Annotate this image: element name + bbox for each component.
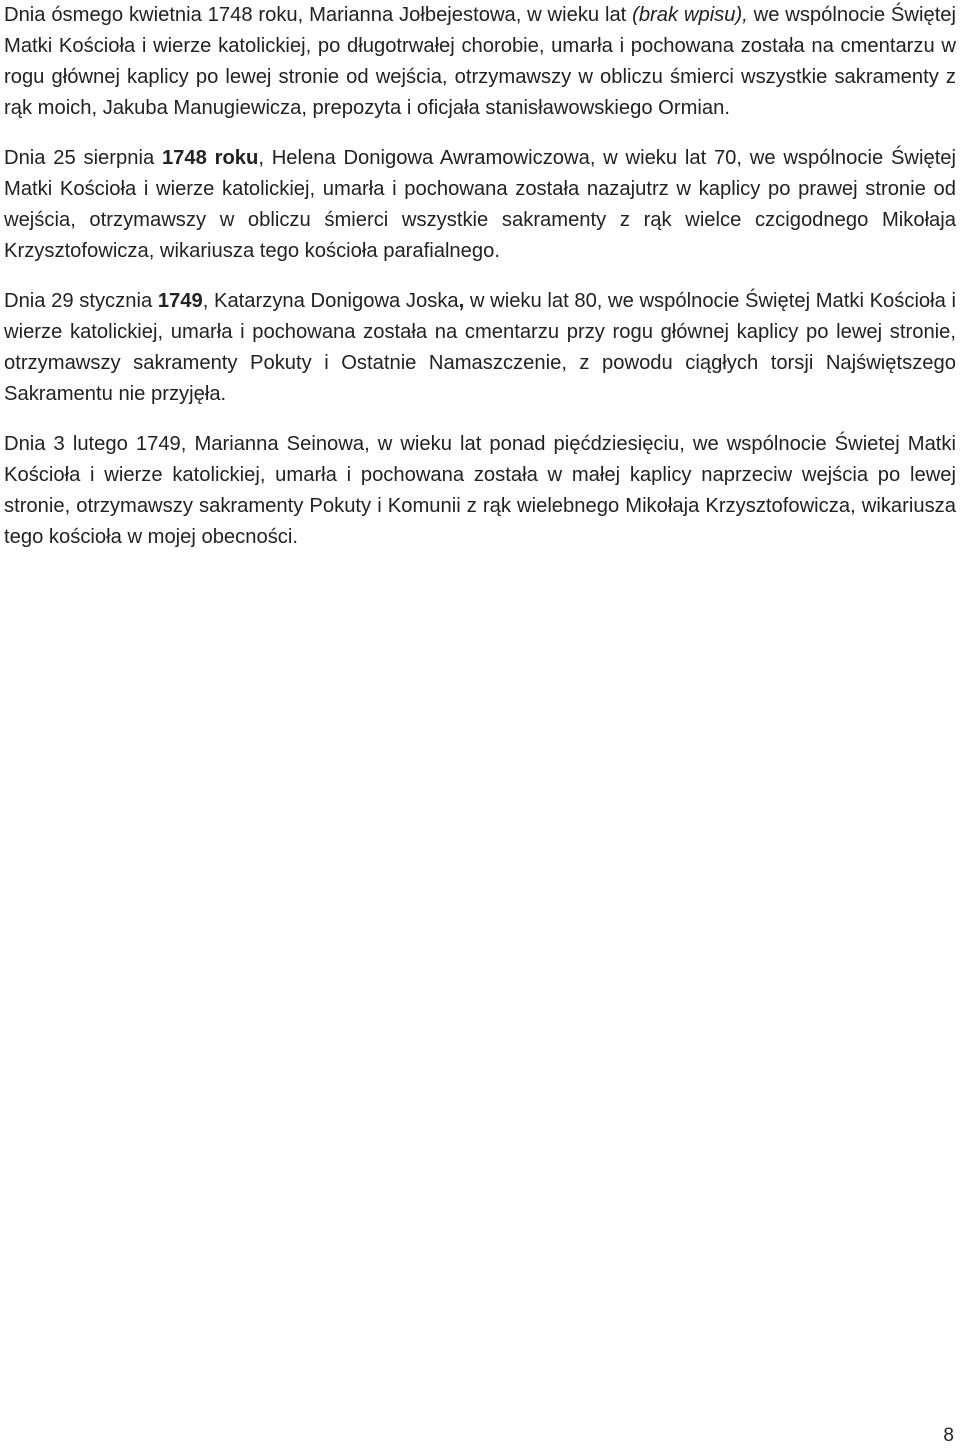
death-record-entry: [4, 143, 956, 267]
entry-text: Dnia ósmego kwietnia 1748 roku, Marianna Jołbejestowa, w wieku lat: [4, 4, 633, 26]
entry-text: , Katarzyna Donigowa Joska: [202, 290, 459, 312]
death-record-entry: [4, 286, 956, 410]
entry-text: Dnia 3 lutego 1749, Marianna Seinowa, w wieku lat ponad pięćdziesięciu, we wspólnocie Świetej Matki Kościoła i wierze katolickiej, umarła i pochowana została w małej kaplicy naprzeciw wejścia po lewej stronie, otrzymawszy sakramenty Pokuty i Komunii z rąk wielebnego Mikołaja Krzysztofowicza, wikariusza tego kościoła w mojej obecności.: [4, 433, 956, 548]
entry-text-bold: 1748 roku: [161, 147, 259, 169]
entry-text-bold: 1749: [157, 290, 203, 312]
entry-text-bold: ,: [458, 290, 465, 312]
page-number: 8: [943, 1425, 954, 1446]
entry-text-italic: (brak wpisu),: [632, 4, 748, 26]
entry-text: Dnia 29 stycznia: [4, 290, 158, 312]
entry-text: we wspólnocie Świętej Matki Kościoła i wierze katolickiej, po długotrwałej chorobie, umarła i pochowana została na cmentarzu w rogu głównej kaplicy po lewej stronie od wejścia, otrzymawszy w obliczu śmierci wszystkie sakramenty z rąk moich, Jakuba Manugiewicza, prepozyta i oficjała stanisławowskiego Ormian.: [4, 4, 957, 119]
entry-text: , Helena Donigowa Awramowiczowa, w wieku lat 70, we wspólnocie Świętej Matki Kościoła i wierze katolickiej, umarła i pochowana została nazajutrz w kaplicy po prawej stronie od wejścia, otrzymawszy w obliczu śmierci wszystkie sakramenty z rąk wielce czcigodnego Mikołaja Krzysztofowicza, wikariusza tego kościoła parafialnego.: [4, 147, 957, 262]
entry-text: w wieku lat 80, we wspólnocie Świętej Matki Kościoła i wierze katolickiej, umarła i pochowana została na cmentarzu przy rogu głównej kaplicy po lewej stronie, otrzymawszy sakramenty Pokuty i Ostatnie Namaszczenie, z powodu ciągłych torsji Najświętszego Sakramentu nie przyjęła.: [4, 290, 956, 405]
death-record-entry: [4, 0, 956, 124]
document-page: [4, 0, 956, 553]
entry-text: Dnia 25 sierpnia: [4, 147, 162, 169]
death-record-entry: [4, 429, 956, 553]
